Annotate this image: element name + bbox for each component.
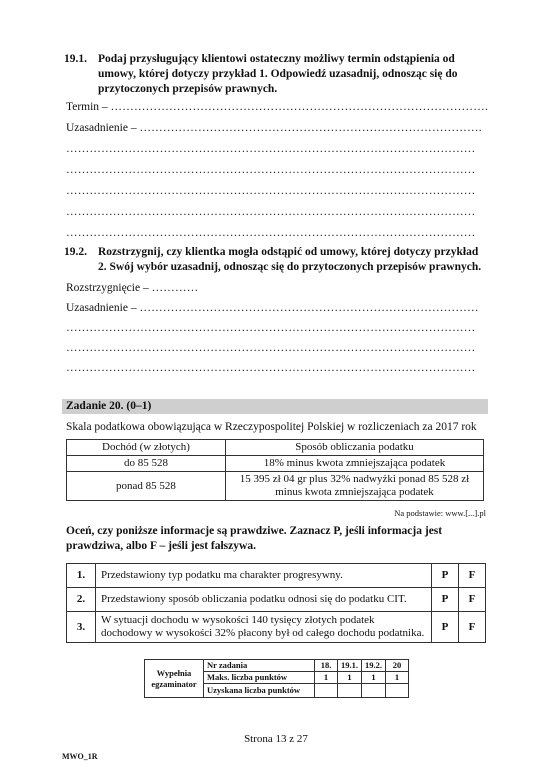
answer-line[interactable]: …………………………………………………………………………………………… bbox=[66, 342, 476, 354]
true-false-table bbox=[66, 563, 486, 643]
max-points: 1 bbox=[386, 672, 409, 684]
option-p[interactable]: P bbox=[432, 612, 459, 643]
rozstrzygniecie-label: Rozstrzygnięcie – bbox=[66, 282, 149, 294]
row-label: Uzyskana liczba punktów bbox=[204, 684, 315, 698]
question-number: 19.1. bbox=[64, 53, 87, 65]
max-points: 1 bbox=[315, 672, 338, 684]
answer-line-uzasadnienie[interactable] bbox=[66, 122, 488, 134]
statement-text: Przedstawiony sposób obliczania podatku odnosi się do podatku CIT. bbox=[96, 588, 432, 612]
row-label: Nr zadania bbox=[204, 660, 315, 672]
examiner-label: Wypełnia egzaminator bbox=[145, 660, 204, 698]
statement-number: 1. bbox=[67, 564, 96, 588]
question-19-1 bbox=[66, 52, 486, 97]
tax-scale-table bbox=[66, 439, 484, 501]
statement-row bbox=[67, 588, 486, 612]
table-row bbox=[67, 472, 484, 501]
option-p[interactable]: P bbox=[432, 564, 459, 588]
answer-line-uzasadnienie[interactable] bbox=[66, 302, 488, 314]
table-cell-multiline bbox=[226, 472, 484, 501]
answer-dots: ……………………………………………………………………………………. bbox=[110, 101, 488, 113]
statement-row bbox=[67, 564, 486, 588]
answer-line[interactable]: …………………………………………………………………………………………… bbox=[66, 143, 476, 155]
question-19-2 bbox=[66, 245, 486, 275]
obtained-points-cell[interactable] bbox=[315, 684, 338, 698]
answer-line[interactable]: …………………………………………………………………………………………… bbox=[66, 206, 476, 218]
statement-number: 3. bbox=[67, 612, 96, 643]
option-f[interactable]: F bbox=[459, 612, 486, 643]
option-p[interactable]: P bbox=[432, 588, 459, 612]
cell-line: 15 395 zł 04 gr plus 32% nadwyżki ponad 85 528 zł bbox=[239, 473, 470, 485]
obtained-points-cell[interactable] bbox=[362, 684, 386, 698]
max-points: 1 bbox=[362, 672, 386, 684]
uzasadnienie-label: Uzasadnienie – bbox=[66, 302, 137, 314]
source-note: Na podstawie: www.[...].pl bbox=[394, 508, 486, 518]
cell-line: minus kwota zmniejszająca podatek bbox=[275, 486, 434, 498]
task-20-instruction: Oceń, czy poniższe informacje są prawdziwe. Zaznacz P, jeśli informacja jest prawdziwa, albo F – jeśli jest fałszywa. bbox=[66, 525, 443, 552]
task-number: 20 bbox=[386, 660, 409, 672]
table-cell: 18% minus kwota zmniejszająca podatek bbox=[226, 456, 484, 472]
statement-number: 2. bbox=[67, 588, 96, 612]
column-header: Sposób obliczania podatku bbox=[226, 440, 484, 456]
statement-text: W sytuacji dochodu w wysokości 140 tysięcy złotych podatek dochodowy w wysokości 32% płacony był od całego dochodu podatnika. bbox=[96, 612, 432, 643]
max-points: 1 bbox=[338, 672, 362, 684]
table-cell: ponad 85 528 bbox=[67, 472, 226, 501]
task-number: 19.1. bbox=[338, 660, 362, 672]
answer-line[interactable]: …………………………………………………………………………………………… bbox=[66, 322, 476, 334]
task-20-intro: Skala podatkowa obowiązująca w Rzeczypospolitej Polskiej w rozliczeniach za 2017 rok bbox=[66, 421, 477, 433]
table-header-row bbox=[67, 440, 484, 456]
option-f[interactable]: F bbox=[459, 588, 486, 612]
statement-row bbox=[67, 612, 486, 643]
task-20-header: Zadanie 20. (0–1) bbox=[62, 399, 488, 414]
answer-line[interactable]: …………………………………………………………………………………………… bbox=[66, 362, 476, 374]
row-label: Maks. liczba punktów bbox=[204, 672, 315, 684]
answer-line[interactable]: …………………………………………………………………………………………… bbox=[66, 164, 476, 176]
question-number: 19.2. bbox=[64, 246, 87, 258]
obtained-points-cell[interactable] bbox=[386, 684, 409, 698]
answer-dots: ………… bbox=[151, 282, 199, 294]
answer-line-termin[interactable] bbox=[66, 101, 488, 113]
statement-text: Przedstawiony typ podatku ma charakter progresywny. bbox=[96, 564, 432, 588]
table-cell: do 85 528 bbox=[67, 456, 226, 472]
answer-dots: ……………………………………………………………………………. bbox=[139, 122, 482, 134]
answer-dots: …………………………………………………………………………… bbox=[139, 302, 479, 314]
exam-code: MWO_1R bbox=[62, 752, 98, 761]
uzasadnienie-label: Uzasadnienie – bbox=[66, 122, 137, 134]
answer-line[interactable]: …………………………………………………………………………………………… bbox=[66, 185, 476, 197]
examiner-score-table bbox=[144, 659, 409, 698]
option-f[interactable]: F bbox=[459, 564, 486, 588]
answer-line[interactable]: …………………………………………………………………………………………… bbox=[66, 227, 476, 239]
answer-line-rozstrzygniecie[interactable] bbox=[66, 282, 488, 294]
obtained-points-cell[interactable] bbox=[338, 684, 362, 698]
question-text: Podaj przysługujący klientowi ostateczny możliwy termin odstąpienia od umowy, której dotyczy przykład 1. Odpowiedź uzasadnij, odnosząc się do przytoczonych przepisów prawnych. bbox=[98, 53, 458, 95]
page-number: Strona 13 z 27 bbox=[244, 733, 308, 745]
column-header: Dochód (w złotych) bbox=[67, 440, 226, 456]
termin-label: Termin – bbox=[66, 101, 108, 113]
task-number: 18. bbox=[315, 660, 338, 672]
question-text: Rozstrzygnij, czy klientka mogła odstąpić od umowy, której dotyczy przykład 2. Swój wybór uzasadnij, odnosząc się do przytoczonych przepisów prawnych. bbox=[98, 246, 482, 273]
task-number: 19.2. bbox=[362, 660, 386, 672]
table-row bbox=[67, 456, 484, 472]
